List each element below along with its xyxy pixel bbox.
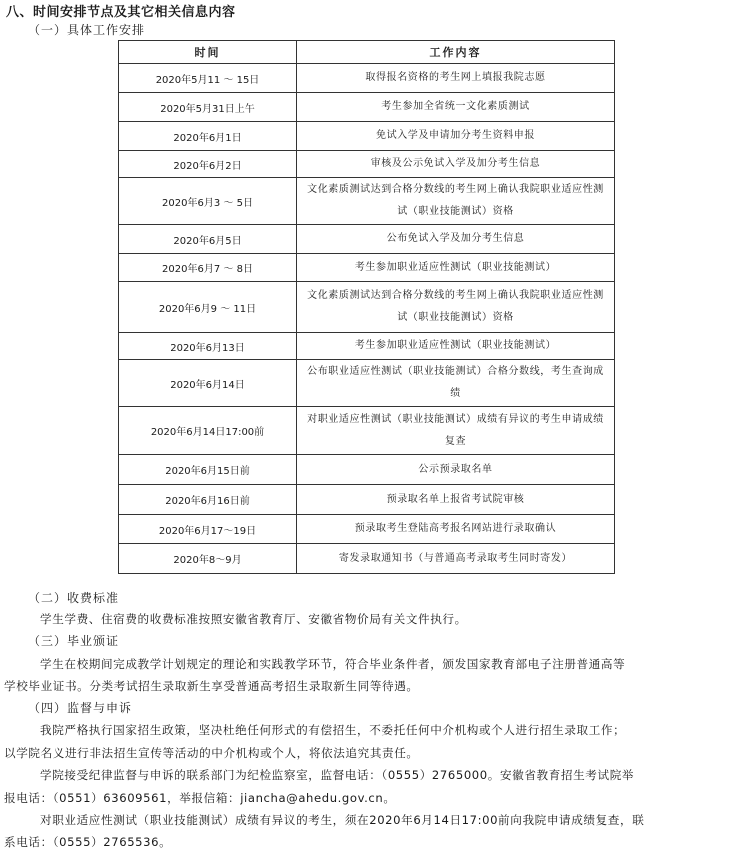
table-row — [119, 225, 615, 254]
row-content: 文化素质测试达到合格分数线的考生网上确认我院职业适应性测试（职业技能测试）资格 — [297, 178, 615, 225]
row-content: 考生参加职业适应性测试（职业技能测试） — [297, 254, 615, 282]
contact-paragraph-line1: 学院接受纪律监督与申诉的联系部门为纪检监察室，监督电话：（0555）2765000。安徽省教育招生考试院举 — [40, 768, 635, 782]
table-row — [119, 515, 615, 544]
row-content: 公布免试入学及加分考生信息 — [297, 225, 615, 254]
row-content: 免试入学及申请加分考生资料申报 — [297, 122, 615, 151]
row-time: 2020年8～9月 — [119, 544, 297, 574]
table-row — [119, 455, 615, 485]
table-row — [119, 282, 615, 333]
row-content: 公示预录取名单 — [297, 455, 615, 485]
row-time: 2020年6月14日 — [119, 360, 297, 407]
subsection-supervision: （四）监督与申诉 — [28, 701, 133, 715]
subsection-fees: （二）收费标准 — [28, 591, 120, 605]
row-time: 2020年6月13日 — [119, 333, 297, 360]
row-content: 取得报名资格的考生网上填报我院志愿 — [297, 64, 615, 93]
row-content: 考生参加职业适应性测试（职业技能测试） — [297, 333, 615, 360]
table-row — [119, 407, 615, 455]
section-title: 八、时间安排节点及其它相关信息内容 — [6, 5, 236, 20]
row-time: 2020年6月1日 — [119, 122, 297, 151]
row-time: 2020年6月3 ～ 5日 — [119, 178, 297, 225]
contact-paragraph-line2: 报电话：（0551）63609561，举报信箱：jiancha@ahedu.gov.cn。 — [4, 791, 396, 805]
table-row — [119, 93, 615, 122]
row-time: 2020年6月7 ～ 8日 — [119, 254, 297, 282]
graduation-paragraph-line1: 学生在校期间完成教学计划规定的理论和实践教学环节，符合毕业条件者，颁发国家教育部电子注册普通高等 — [40, 657, 626, 671]
row-time: 2020年6月2日 — [119, 151, 297, 178]
review-paragraph-line1: 对职业适应性测试（职业技能测试）成绩有异议的考生，须在2020年6月14日17:00前向我院申请成绩复查，联 — [40, 813, 645, 827]
table-header-row — [119, 41, 615, 64]
table-row — [119, 178, 615, 225]
table-row — [119, 151, 615, 178]
review-paragraph-line2: 系电话：（0555）2765536。 — [4, 835, 172, 849]
row-content: 公布职业适应性测试（职业技能测试）合格分数线，考生查询成绩 — [297, 360, 615, 407]
row-time: 2020年6月16日前 — [119, 485, 297, 515]
row-time: 2020年6月9 ～ 11日 — [119, 282, 297, 333]
table-row — [119, 544, 615, 574]
row-time: 2020年6月5日 — [119, 225, 297, 254]
row-content: 预录取考生登陆高考报名网站进行录取确认 — [297, 515, 615, 544]
row-content: 对职业适应性测试（职业技能测试）成绩有异议的考生申请成绩复查 — [297, 407, 615, 455]
subsection-work-schedule: （一）具体工作安排 — [28, 23, 146, 37]
table-row — [119, 254, 615, 282]
row-content: 审核及公示免试入学及加分考生信息 — [297, 151, 615, 178]
subsection-graduation: （三）毕业颁证 — [28, 634, 120, 648]
table-row — [119, 360, 615, 407]
row-content: 预录取名单上报省考试院审核 — [297, 485, 615, 515]
table-row — [119, 122, 615, 151]
row-time: 2020年5月31日上午 — [119, 93, 297, 122]
header-time: 时间 — [119, 41, 297, 64]
row-time: 2020年6月15日前 — [119, 455, 297, 485]
row-time: 2020年6月14日17:00前 — [119, 407, 297, 455]
table-row — [119, 64, 615, 93]
row-time: 2020年6月17～19日 — [119, 515, 297, 544]
graduation-paragraph-line2: 学校毕业证书。分类考试招生录取新生享受普通高考招生录取新生同等待遇。 — [4, 679, 419, 693]
row-content: 寄发录取通知书（与普通高考录取考生同时寄发） — [297, 544, 615, 574]
table-row — [119, 333, 615, 360]
row-content: 考生参加全省统一文化素质测试 — [297, 93, 615, 122]
header-work-content: 工作内容 — [297, 41, 615, 64]
row-content: 文化素质测试达到合格分数线的考生网上确认我院职业适应性测试（职业技能测试）资格 — [297, 282, 615, 333]
supervision-paragraph-line2: 以学院名义进行非法招生宣传等活动的中介机构或个人，将依法追究其责任。 — [4, 746, 419, 760]
row-time: 2020年5月11 ～ 15日 — [119, 64, 297, 93]
table-row — [119, 485, 615, 515]
supervision-paragraph-line1: 我院严格执行国家招生政策，坚决杜绝任何形式的有偿招生，不委托任何中介机构或个人进行招生录取工作； — [40, 723, 626, 737]
schedule-table — [118, 40, 615, 574]
fees-paragraph: 学生学费、住宿费的收费标准按照安徽省教育厅、安徽省物价局有关文件执行。 — [40, 612, 467, 626]
